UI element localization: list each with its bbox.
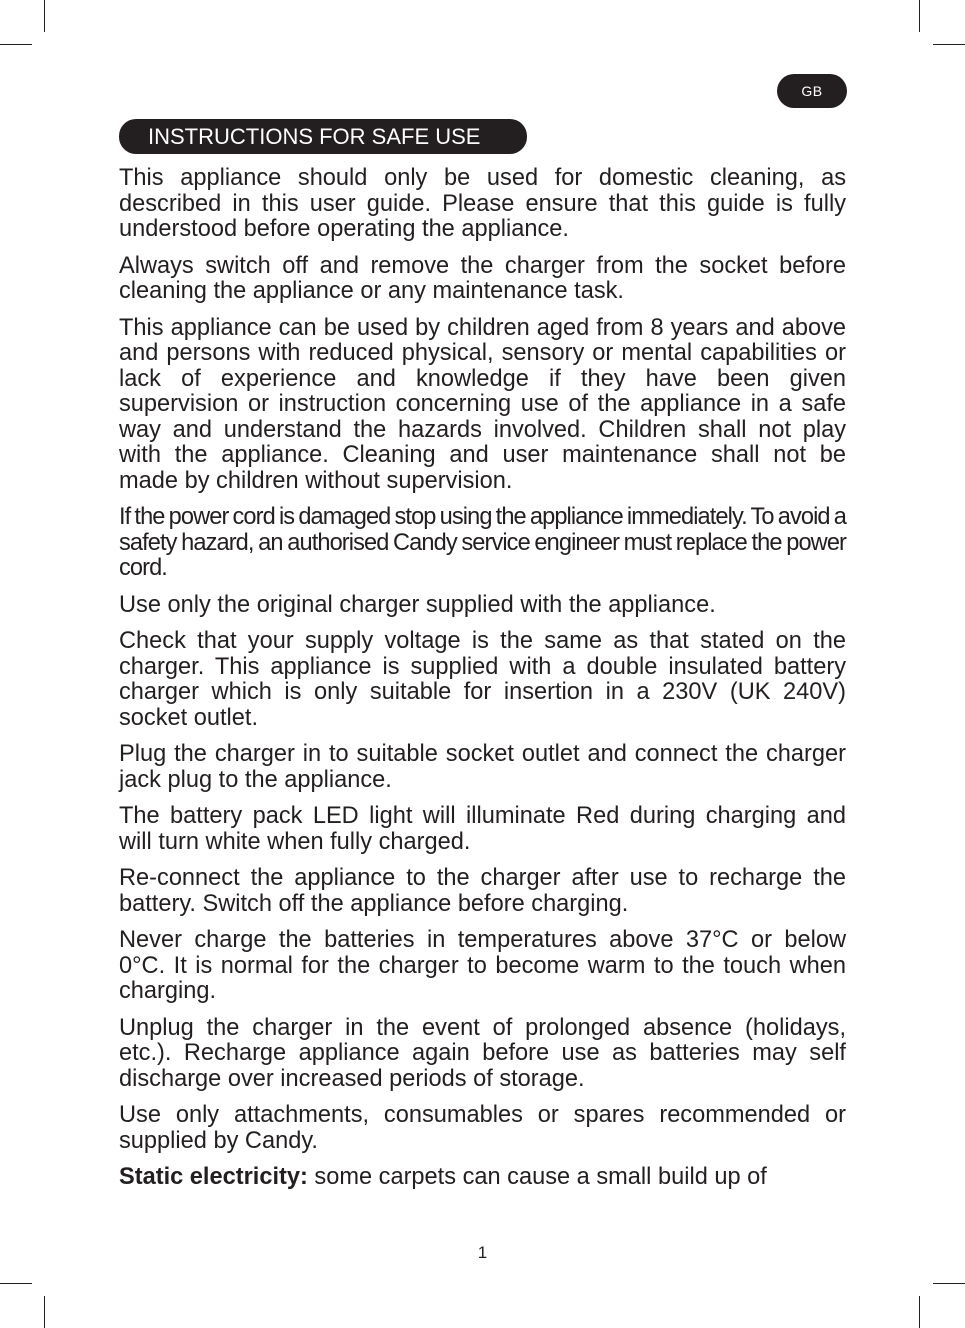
paragraph-temperature: Never charge the batteries in temperatures above 37°C or below 0°C. It is normal for the charger to become warm to the touch when charging.	[119, 927, 846, 1004]
instructions-body	[119, 166, 846, 1202]
paragraph-led-light: The battery pack LED light will illuminate Red during charging and will turn white when fully charged.	[119, 803, 846, 855]
crop-mark-top-left-horizontal	[0, 44, 32, 45]
paragraph-original-charger: Use only the original charger supplied with the appliance.	[119, 591, 716, 618]
static-electricity-label: Static electricity:	[119, 1164, 308, 1190]
paragraph-plug-charger: Plug the charger in to suitable socket outlet and connect the charger jack plug to the appliance.	[119, 741, 846, 793]
page-number: 1	[477, 1243, 488, 1262]
crop-mark-bottom-left-horizontal	[0, 1283, 32, 1284]
language-badge: GB	[777, 74, 847, 108]
paragraph-reconnect: Re-connect the appliance to the charger after use to recharge the battery. Switch off the appliance before charging.	[119, 865, 846, 917]
crop-mark-bottom-right-vertical	[919, 1296, 920, 1328]
paragraph-power-cord: If the power cord is damaged stop using the appliance immediately. To avoid a safety hazard, an authorised Candy service engineer must replace the power cord.	[119, 504, 846, 581]
paragraph-attachments: Use only attachments, consumables or spares recommended or supplied by Candy.	[119, 1102, 846, 1154]
static-electricity-text: some carpets can cause a small build up of	[307, 1164, 767, 1190]
crop-mark-top-left-vertical	[44, 0, 45, 32]
section-title: INSTRUCTIONS FOR SAFE USE	[119, 119, 527, 154]
paragraph-children: This appliance can be used by children aged from 8 years and above and persons with reduced physical, sensory or mental capabilities or lack of experience and knowledge if they have been given supervision or instruction concerning use of the appliance in a safe way and understand the hazards involved. Children shall not play with the appliance. Cleaning and user maintenance shall not be made by children without supervision.	[119, 314, 846, 494]
paragraph-switch-off: Always switch off and remove the charger from the socket before cleaning the appliance or any maintenance task.	[119, 252, 846, 304]
crop-mark-bottom-left-vertical	[44, 1296, 45, 1328]
paragraph-unplug: Unplug the charger in the event of prolonged absence (holidays, etc.). Recharge appliance again before use as batteries may self discharge over increased periods of storage.	[119, 1014, 846, 1092]
crop-mark-top-right-horizontal	[933, 44, 965, 45]
paragraph-domestic-use: This appliance should only be used for domestic cleaning, as described in this user guide. Please ensure that this guide is fully understood before operating the appliance.	[119, 165, 846, 242]
paragraph-static-electricity	[119, 1165, 846, 1191]
crop-mark-bottom-right-horizontal	[933, 1283, 965, 1284]
paragraph-supply-voltage: Check that your supply voltage is the same as that stated on the charger. This appliance is supplied with a double insulated battery charger which is only suitable for insertion in a 230V (UK 240V) socket outlet.	[119, 628, 846, 731]
crop-mark-top-right-vertical	[919, 0, 920, 32]
